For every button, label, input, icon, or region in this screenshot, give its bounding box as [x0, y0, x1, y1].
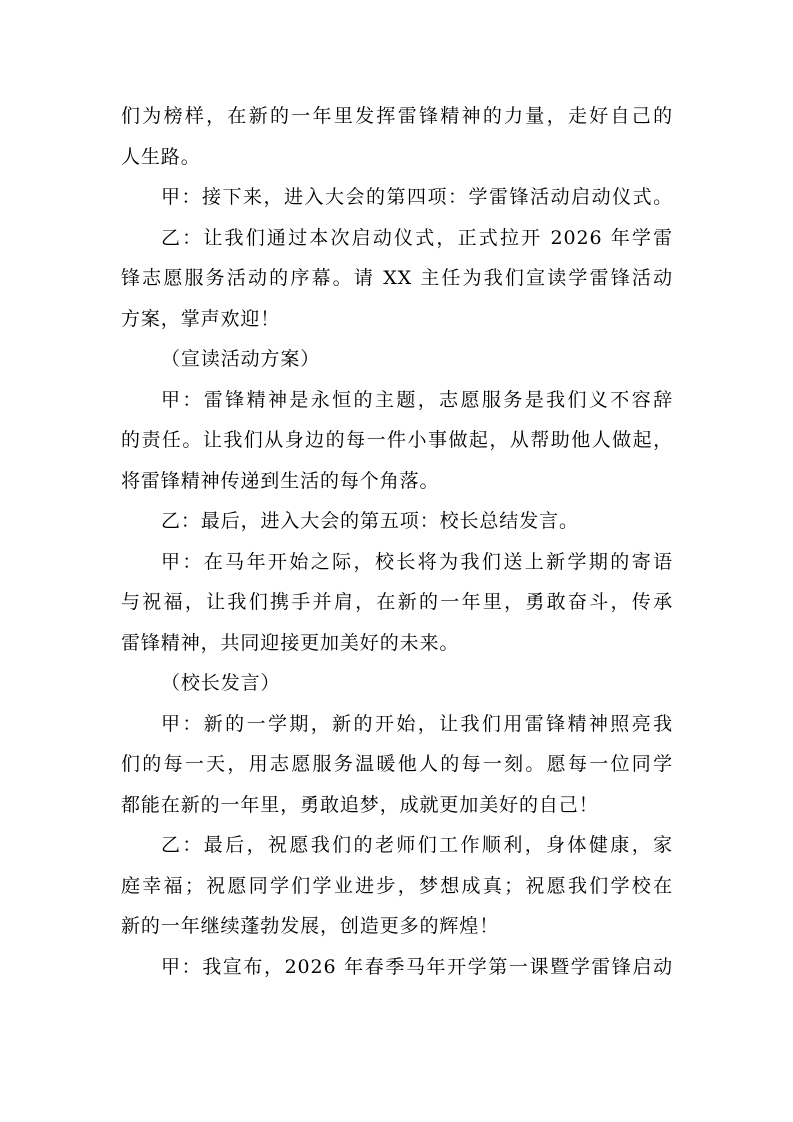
text-line: 都能在新的一年里，勇敢追梦，成就更加美好的自己！: [121, 793, 599, 816]
text-line: 乙：最后，祝愿我们的老师们工作顺利，身体健康，家: [161, 834, 673, 856]
text-line: （宣读活动方案）: [161, 348, 321, 370]
text-line: 乙：最后，进入大会的第五项：校长总结发言。: [161, 510, 579, 532]
document-body: [121, 96, 673, 987]
text-line: 们的每一天，用志愿服务温暖他人的每一刻。愿每一位同学: [121, 753, 673, 775]
text-line: 将雷锋精神传递到生活的每个角落。: [121, 469, 440, 492]
text-line: 庭幸福；祝愿同学们学业进步，梦想成真；祝愿我们学校在: [121, 874, 673, 897]
text-line: 甲：我宣布，2026 年春季马年开学第一课暨学雷锋启动: [161, 955, 673, 978]
text-line: 乙：让我们通过本次启动仪式，正式拉开 2026 年学雷: [161, 226, 673, 249]
text-line: 甲：新的一学期，新的开始，让我们用雷锋精神照亮我: [161, 712, 673, 735]
text-line: 与祝福，让我们携手并肩，在新的一年里，勇敢奋斗，传承: [121, 591, 673, 613]
text-line: 甲：在马年开始之际，校长将为我们送上新学期的寄语: [161, 550, 673, 573]
text-line: 方案，掌声欢迎！: [121, 307, 281, 330]
text-line: 人生路。: [121, 145, 201, 168]
text-line: 甲：雷锋精神是永恒的主题，志愿服务是我们义不容辞: [161, 388, 673, 411]
text-line: 新的一年继续蓬勃发展，创造更多的辉煌！: [121, 915, 500, 937]
text-line: 的责任。让我们从身边的每一件小事做起，从帮助他人做起，: [121, 429, 673, 451]
text-line: 锋志愿服务活动的序幕。请 XX 主任为我们宣读学雷锋活动: [121, 267, 673, 289]
text-line: 甲：接下来，进入大会的第四项：学雷锋活动启动仪式。: [161, 186, 673, 208]
text-line: （校长发言）: [161, 672, 281, 694]
text-line: 们为榜样，在新的一年里发挥雷锋精神的力量，走好自己的: [121, 105, 673, 127]
text-line: 雷锋精神，共同迎接更加美好的未来。: [121, 631, 460, 654]
